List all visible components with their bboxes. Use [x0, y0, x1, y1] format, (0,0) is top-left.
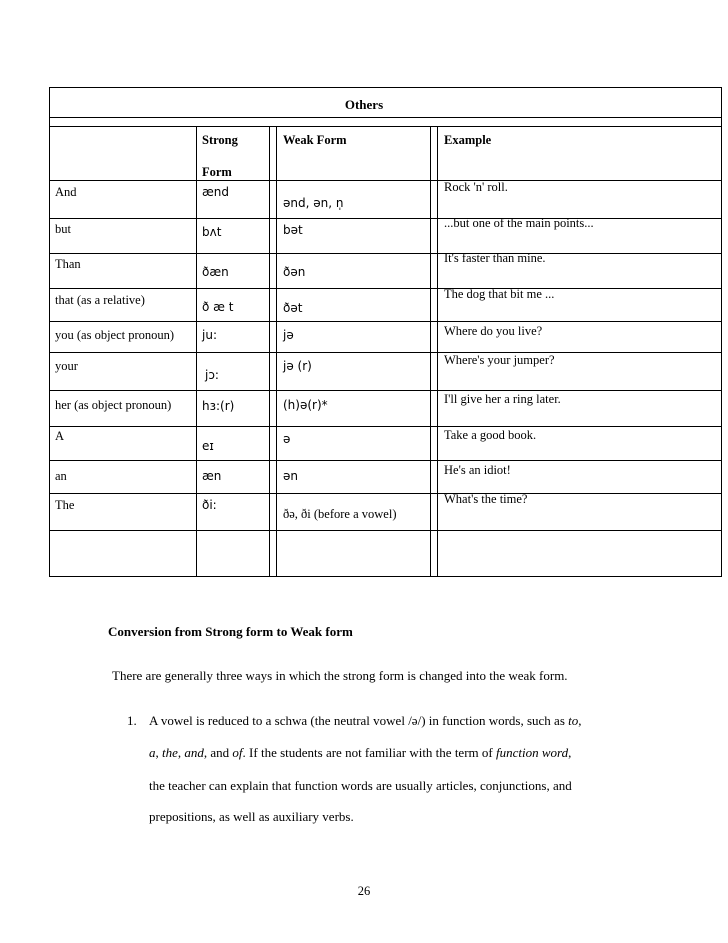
row-example: The dog that bit me ...: [444, 287, 555, 301]
row-word: that (as a relative): [55, 293, 145, 307]
row-weak: jə: [283, 328, 294, 342]
header-strong-form: Form: [202, 165, 232, 179]
row-example: Where do you live?: [444, 324, 543, 338]
italic-term: to: [568, 713, 579, 728]
list-number: 1.: [127, 713, 137, 728]
list-item-line: prepositions, as well as auxiliary verbs.: [149, 809, 354, 824]
header-weak-form: Weak Form: [283, 133, 347, 147]
row-example: I'll give her a ring later.: [444, 392, 561, 406]
column-rule: [196, 126, 197, 577]
text-run: ,: [568, 745, 572, 760]
row-word: your: [55, 359, 78, 373]
text-run: . If the students are not familiar with the term of: [242, 745, 496, 760]
row-word: And: [55, 185, 77, 199]
row-example: Where's your jumper?: [444, 353, 555, 367]
table-rule: [50, 390, 721, 391]
row-weak: ə: [283, 432, 291, 446]
row-example: It's faster than mine.: [444, 251, 546, 265]
table-rule: [50, 530, 721, 531]
text-run: ,: [578, 713, 582, 728]
italic-term: a: [149, 745, 156, 760]
table-rule: [50, 180, 721, 181]
list-item-line: the teacher can explain that function words are usually articles, conjunctions, and: [149, 778, 572, 793]
table-rule: [50, 117, 721, 118]
row-strong: eɪ: [202, 439, 214, 453]
list-item-line: [149, 713, 582, 729]
row-strong: æn: [202, 469, 222, 483]
row-word: The: [55, 498, 75, 512]
row-word: you (as object pronoun): [55, 328, 175, 342]
italic-term: function word: [495, 745, 569, 760]
row-example: He's an idiot!: [444, 463, 511, 477]
table-rule: [50, 426, 721, 427]
row-strong: ænd: [202, 185, 230, 199]
table-rule: [50, 321, 721, 322]
intro-paragraph: There are generally three ways in which the strong form is changed into the weak form.: [112, 668, 568, 683]
table-rule: [50, 493, 721, 494]
row-weak: ðə, ði (before a vowel): [283, 507, 397, 521]
table-rule: [50, 126, 721, 127]
italic-term: and: [184, 745, 204, 760]
row-strong: ð æ t: [202, 300, 234, 314]
row-strong: bʌt: [202, 225, 222, 239]
list-item-line: [149, 745, 571, 761]
row-example: What's the time?: [444, 492, 528, 506]
text-run: A vowel is reduced to a schwa (the neutral vowel /ə/) in function words, such as: [149, 713, 569, 728]
row-strong: hɜ:(r): [202, 399, 235, 413]
column-rule: [430, 126, 431, 577]
italic-term: of: [232, 745, 243, 760]
row-weak: ðət: [283, 301, 303, 315]
row-example: Rock 'n' roll.: [444, 180, 508, 194]
row-example: ...but one of the main points...: [444, 216, 594, 230]
row-weak: ðən: [283, 265, 306, 279]
row-weak: ənd, ən, n̩: [283, 196, 344, 210]
table-rule: [50, 352, 721, 353]
row-strong: jɔ:: [205, 368, 219, 382]
row-weak: jə (r): [283, 359, 312, 373]
table-rule: [50, 288, 721, 289]
text-run: , and: [203, 745, 233, 760]
table-rule: [50, 460, 721, 461]
row-word: an: [55, 469, 67, 483]
table-rule: [50, 253, 721, 254]
row-example: Take a good book.: [444, 428, 537, 442]
italic-term: the: [162, 745, 178, 760]
section-heading: Conversion from Strong form to Weak form: [108, 624, 353, 639]
header-strong: Strong: [202, 133, 238, 147]
row-weak: ən: [283, 469, 298, 483]
row-word: her (as object pronoun): [55, 398, 172, 412]
row-strong: ju:: [202, 328, 217, 342]
page-number: 26: [357, 884, 371, 898]
column-rule: [437, 126, 438, 577]
row-word: A: [55, 429, 65, 443]
row-strong: ði:: [202, 498, 217, 512]
text-run: ,: [155, 745, 162, 760]
column-rule: [276, 126, 277, 577]
row-weak: bət: [283, 223, 303, 237]
row-strong: ðæn: [202, 265, 229, 279]
text-run: ,: [177, 745, 185, 760]
row-word: but: [55, 222, 71, 236]
row-weak: (h)ə(r)*: [283, 398, 328, 412]
table-rule: [50, 218, 721, 219]
column-rule: [269, 126, 270, 577]
row-word: Than: [55, 257, 81, 271]
table-title: Others: [344, 97, 384, 112]
header-example: Example: [444, 133, 492, 147]
